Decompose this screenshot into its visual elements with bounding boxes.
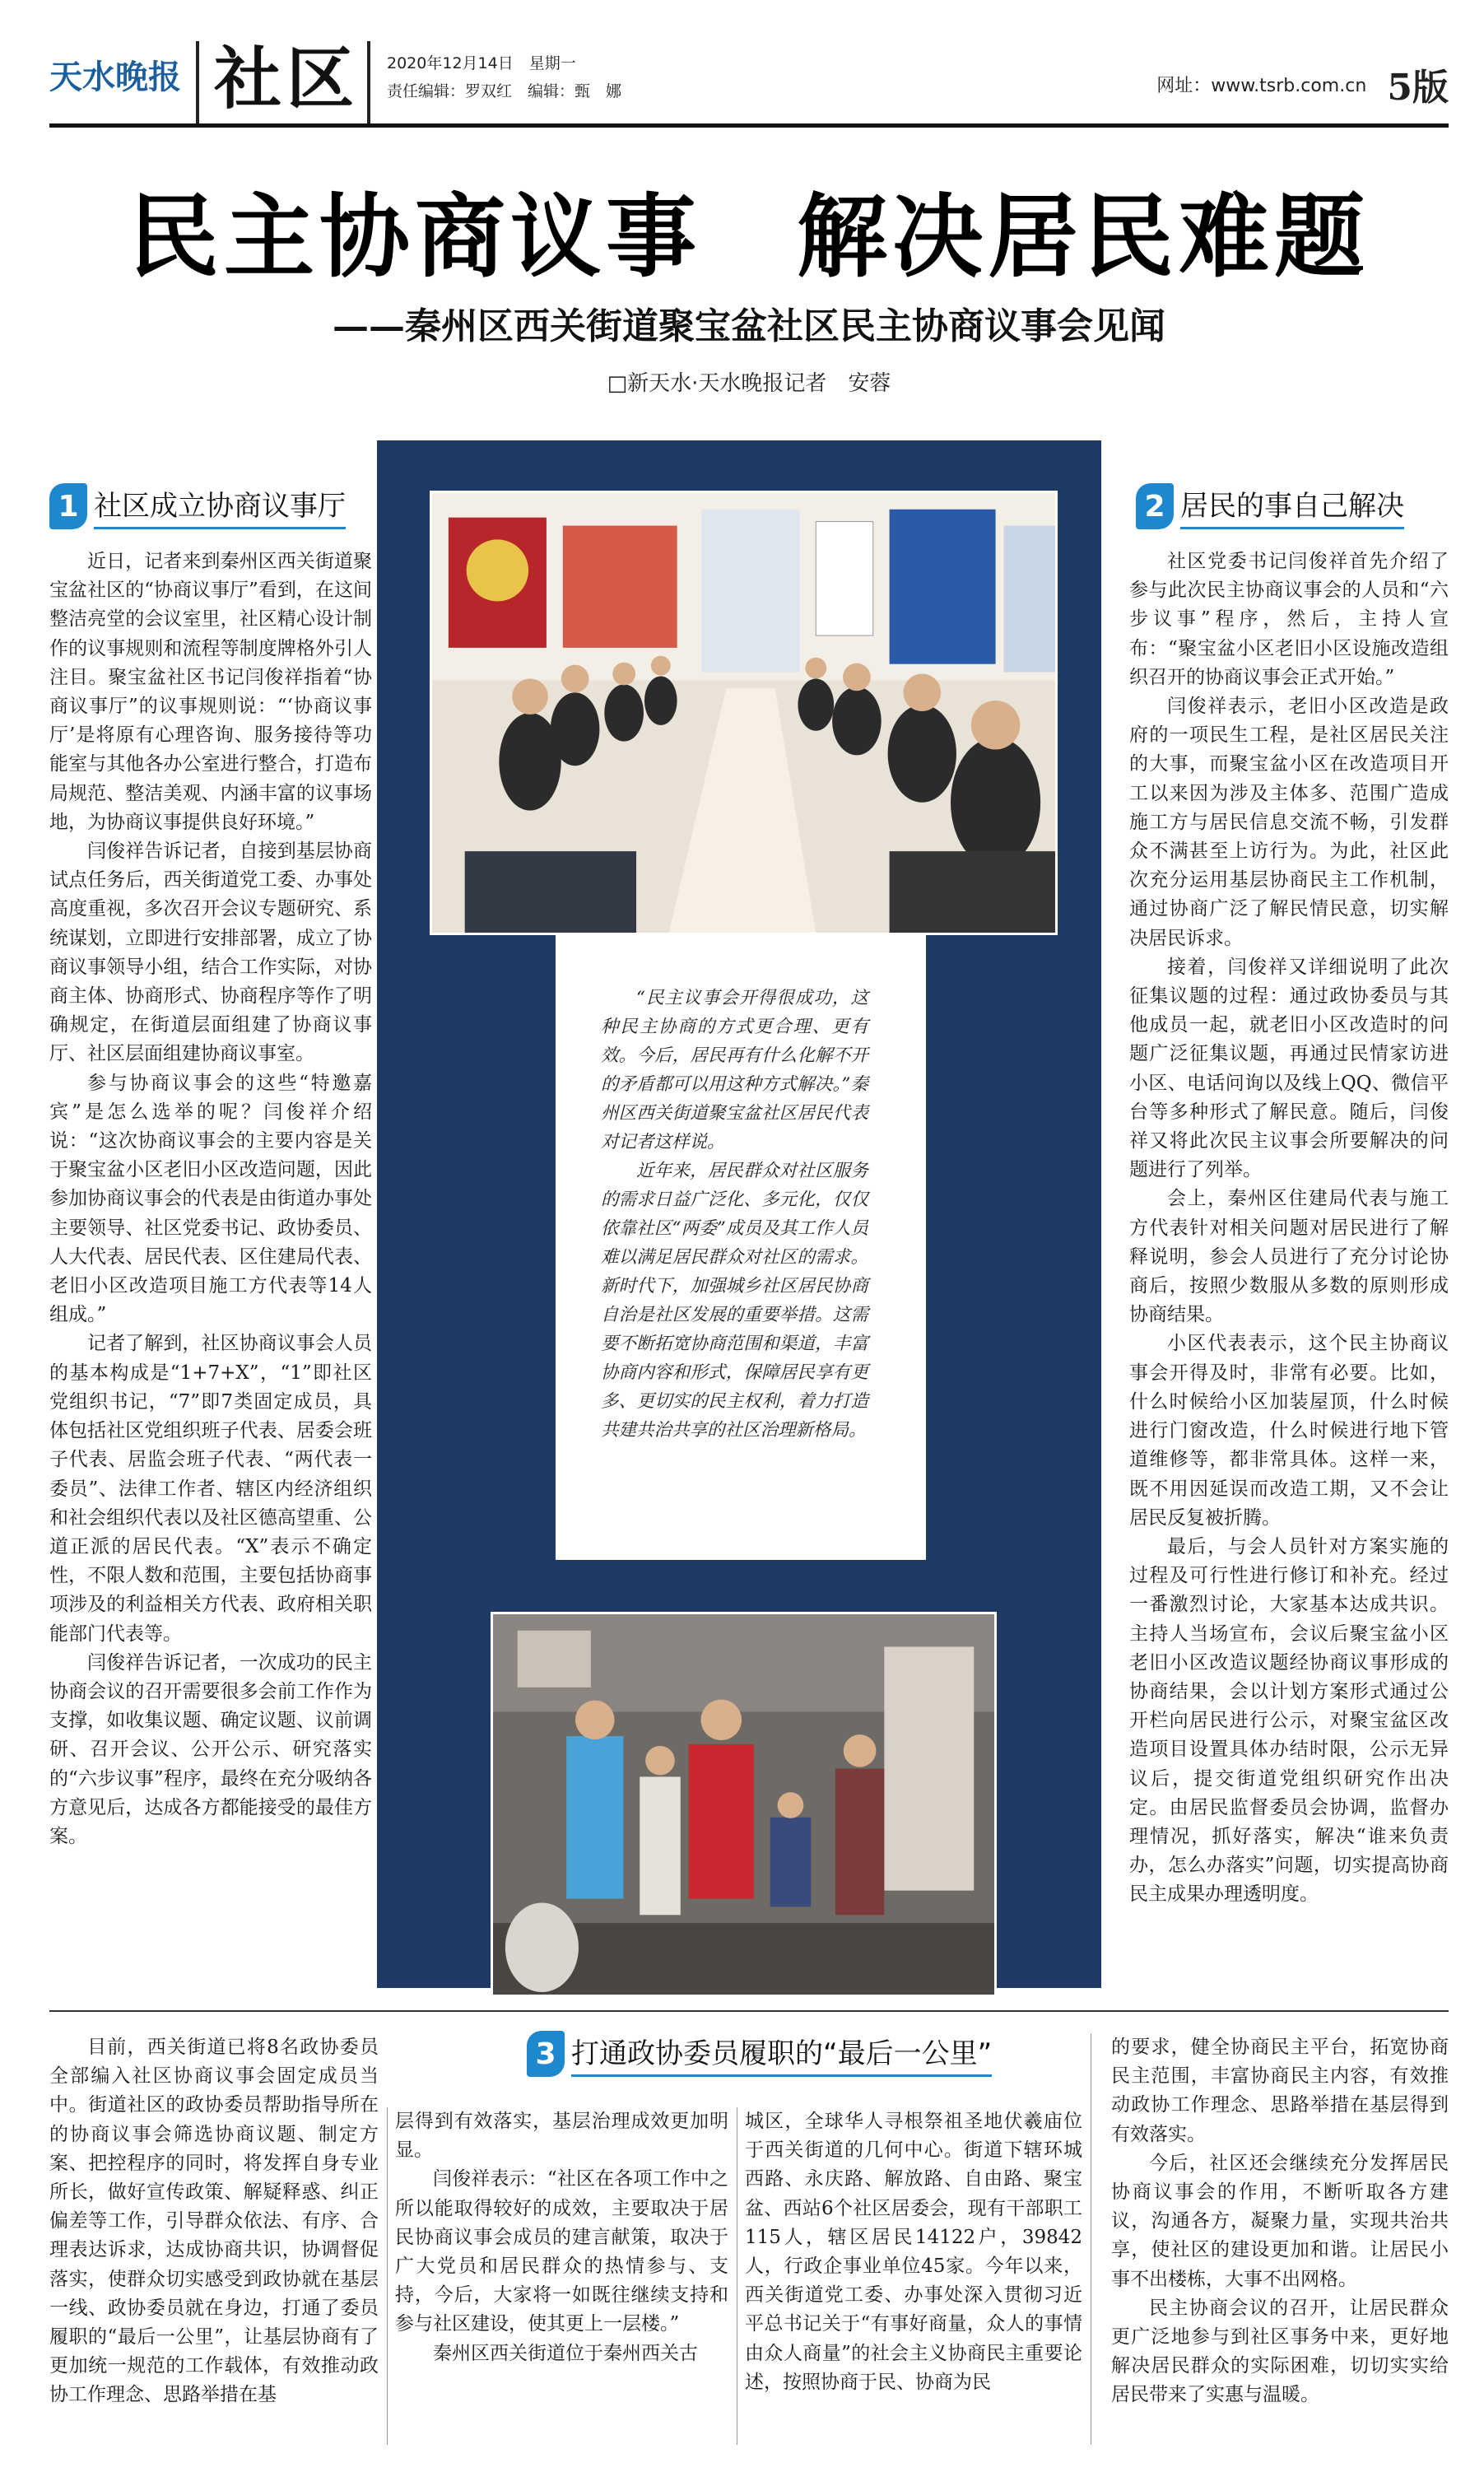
section-1-heading [49, 482, 346, 531]
page-number: 5版 [1387, 67, 1449, 109]
masthead-divider [196, 41, 199, 123]
section-3-col-4 [1111, 2033, 1449, 2445]
column-divider [387, 2107, 388, 2445]
masthead-meta [387, 49, 621, 105]
masthead-divider [367, 41, 370, 123]
website-link[interactable]: 网址：www.tsrb.com.cn [1156, 75, 1367, 96]
section-number: 1 [49, 483, 87, 529]
headline: 民主协商议事 解决居民难题 [128, 184, 1370, 290]
paragraph: 的要求，健全协商民主平台，拓宽协商民主范围，丰富协商民主内容，有效推动政协工作理念、思路举措在基层得到有效落实。 [1111, 2037, 1449, 2145]
masthead [49, 33, 1449, 132]
section-3-heading [527, 2029, 992, 2079]
community-visit-photo [491, 1612, 997, 1997]
paragraph: 闫俊祥告诉记者，自接到基层协商试点任务后，西关街道党工委、办事处高度重视，多次召开会议专题研究、系统谋划，立即进行安排部署，成立了协商议事领导小组，结合工作实际，对协商主体、协商形式、协商程序等作了明确规定，在街道层面组建了协商议事厅、社区层面组建协商议事室。 [49, 840, 372, 1065]
masthead-right [1156, 58, 1449, 110]
paragraph: 民主协商会议的召开，让居民群众更广泛地参与到社区事务中来，更好地解决居民群众的实际困难，切切实实给居民带来了实惠与温暖。 [1111, 2297, 1449, 2406]
pull-quote [601, 984, 868, 1445]
paragraph: 层得到有效落实，基层治理成效更加明显。 [395, 2111, 728, 2162]
paragraph: 会上，秦州区住建局代表与施工方代表针对相关问题对居民进行了解释说明，参会人员进行了充分讨论协商后，按照少数服从多数的原则形成协商结果。 [1129, 1188, 1449, 1326]
issue-date: 2020年12月14日 星期一 [387, 54, 576, 72]
community-visit-photo-image [493, 1614, 994, 1995]
paragraph: 接着，闫俊祥又详细说明了此次征集议题的过程：通过政协委员与其他成员一起，就老旧小区改造时的问题广泛征集议题，再通过民情家访进小区、电话问询以及线上QQ、微信平台等多种形式了解民意。随后，闫俊祥又将此次民主议事会所要解决的问题进行了列举。 [1129, 956, 1449, 1181]
section-1-body [49, 547, 372, 1963]
paragraph: 闫俊祥告诉记者，一次成功的民主协商会议的召开需要很多会前工作作为支撑，如收集议题、确定议题、议前调研、召开会议、公开公示、研究落实的“六步议事”程序，最终在充分吸纳各方意见后，达成各方都能接受的最佳方案。 [49, 1651, 372, 1847]
paragraph: 社区党委书记闫俊祥首先介绍了参与此次民主协商议事会的人员和“六步议事”程序，然后，主持人宣布：“聚宝盆小区老旧小区设施改造组织召开的协商议事会正式开始。” [1129, 551, 1449, 688]
paragraph: 小区代表表示，这个民主协商议事会开得及时，非常有必要。比如，什么时候给小区加装屋顶，什么时候进行门窗改造，什么时候进行地下管道维修等，都非常具体。这样一来，既不用因延误而改造工期，又不会让居民反复被折腾。 [1129, 1333, 1449, 1529]
section-3-col-3 [745, 2107, 1082, 2445]
section-3-col-2 [395, 2107, 728, 2445]
section-2-body [1129, 547, 1449, 1963]
section-title: 居民的事自己解决 [1180, 483, 1404, 529]
paragraph: 记者了解到，社区协商议事会人员的基本构成是“1+7+X”，“1”即社区党组织书记，“7”即7类固定成员，具体包括社区党组织班子代表、居委会班子代表、居监会班子代表、“两代表一委员”、法律工作者、辖区内经济组织和社会组织代表以及社区德高望重、公道正派的居民代表。“X”表示不确定性，不限人数和范围，主要包括协商事项涉及的利益相关方代表、政府相关职能部门代表等。 [49, 1333, 372, 1645]
paragraph: 目前，西关街道已将8名政协委员全部编入社区协商议事会固定成员当中。街道社区的政协委员帮助指导所在的协商议事会筛选协商议题、制定方案、把控程序的同时，将发挥自身专业所长，做好宣传政策、解疑释惑、纠正偏差等工作，引导群众依法、有序、合理表达诉求，达成协商共识，协调督促落实，使群众切实感受到政协就在基层一线、政协委员就在身边，打通了委员履职的“最后一公里”，让基层协商有了更加统一规范的工作载体，有效推动政协工作理念、思路举措在基 [49, 2037, 379, 2406]
meeting-photo-image [432, 493, 1055, 933]
section-2-heading [1136, 482, 1404, 531]
paragraph: 参与协商议事会的这些“特邀嘉宾”是怎么选举的呢？闫俊祥介绍说：“这次协商议事会的主要内容是关于聚宝盆小区老旧小区改造问题，因此参加协商议事会的代表是由街道办事处主要领导、社区党委书记、政协委员、人大代表、居民代表、区住建局代表、老旧小区改造项目施工方代表等14人组成。” [49, 1072, 372, 1326]
section-name: 社区 [214, 40, 360, 119]
newspaper-brand: 天水晚报 [49, 58, 181, 96]
masthead-rule [49, 123, 1449, 128]
subheadline: ——秦州区西关街道聚宝盆社区民主协商议事会见闻 [333, 305, 1165, 347]
section-3-col-1 [49, 2033, 379, 2445]
paragraph: 今后，社区还会继续充分发挥居民协商议事会的作用，不断听取各方建议，沟通各方，凝聚力量，实现共治共享，使社区的建设更加和谐。让居民小事不出楼栋，大事不出网格。 [1111, 2152, 1449, 2290]
byline: □新天水·天水晚报记者 安蓉 [607, 371, 891, 396]
quote-paragraph: “民主议事会开得很成功，这种民主协商的方式更合理、更有效。今后，居民再有什么化解不开的矛盾都可以用这种方式解决。”秦州区西关街道聚宝盆社区居民代表对记者这样说。 [601, 988, 868, 1152]
section-title: 打通政协委员履职的“最后一公里” [571, 2031, 992, 2077]
paragraph: 最后，与会人员针对方案实施的过程及可行性进行修订和补充。经过一番激烈讨论，大家基本达成共识。主持人当场宣布，会议后聚宝盆小区老旧小区改造议题经协商议事形成的协商结果，会以计划方案形式通过公开栏向居民进行公示，对聚宝盆区改造项目设置具体办结时限，公示无异议后，提交街道党组织研究作出决定。由居民监督委员会协调，监督办理情况，抓好落实，解决“谁来负责办，怎么办落实”问题，切实提高协商民主成果办理透明度。 [1129, 1535, 1449, 1906]
section-number: 2 [1136, 483, 1174, 529]
paragraph: 秦州区西关街道位于秦州西关古 [433, 2342, 698, 2364]
section-separator [49, 2010, 1449, 2012]
quote-paragraph: 近年来，居民群众对社区服务的需求日益广泛化、多元化，仅仅依靠社区“两委”成员及其工作人员难以满足居民群众对社区的需求。新时代下，加强城乡社区居民协商自治是社区发展的重要举措。这需要不断拓宽协商范围和渠道，丰富协商内容和形式，保障居民享有更多、更切实的民主权利，着力打造共建共治共享的社区治理新格局。 [601, 1161, 868, 1441]
paragraph: 城区，全球华人寻根祭祖圣地伏羲庙位于西关街道的几何中心。街道下辖环城西路、永庆路、解放路、自由路、聚宝盆、西站6个社区居委会，现有干部职工115人，辖区居民14122户，39842人，行政企事业单位45家。今年以来，西关街道党工委、办事处深入贯彻习近平总书记关于“有事好商量，众人的事情由众人商量”的社会主义协商民主重要论述，按照协商于民、协商为民 [745, 2111, 1082, 2393]
paragraph: 闫俊祥表示：“社区在各项工作中之所以能取得较好的成效，主要取决于居民协商议事会成员的建言献策，取决于广大党员和居民群众的热情参与、支持，今后，大家将一如既往继续支持和参与社区建设，使其更上一层楼。” [395, 2168, 728, 2335]
section-title: 社区成立协商议事厅 [94, 483, 346, 529]
paragraph: 闫俊祥表示，老旧小区改造是政府的一项民生工程，是社区居民关注的大事，而聚宝盆小区在改造项目开工以来因为涉及主体多、范围广造成施工方与居民信息交流不畅，引发群众不满甚至上访行为。为此，社区此次充分运用基层协商民主工作机制，通过协商广泛了解民情民意，切实解决居民诉求。 [1129, 696, 1449, 949]
section-number: 3 [527, 2031, 565, 2077]
paragraph: 近日，记者来到秦州区西关街道聚宝盆社区的“协商议事厅”看到，在这间整洁亮堂的会议室里，社区精心设计制作的议事规则和流程等制度牌格外引人注目。聚宝盆社区书记闫俊祥指着“协商议事厅”的议事规则说：“‘协商议事厅’是将原有心理咨询、服务接待等功能室与其他各办公室进行整合，打造布局规范、整洁美观、内涵丰富的议事场地，为协商议事提供良好环境。” [49, 551, 372, 833]
meeting-photo [430, 491, 1058, 935]
editors-line: 责任编辑：罗双红 编辑：甄 娜 [387, 82, 622, 100]
